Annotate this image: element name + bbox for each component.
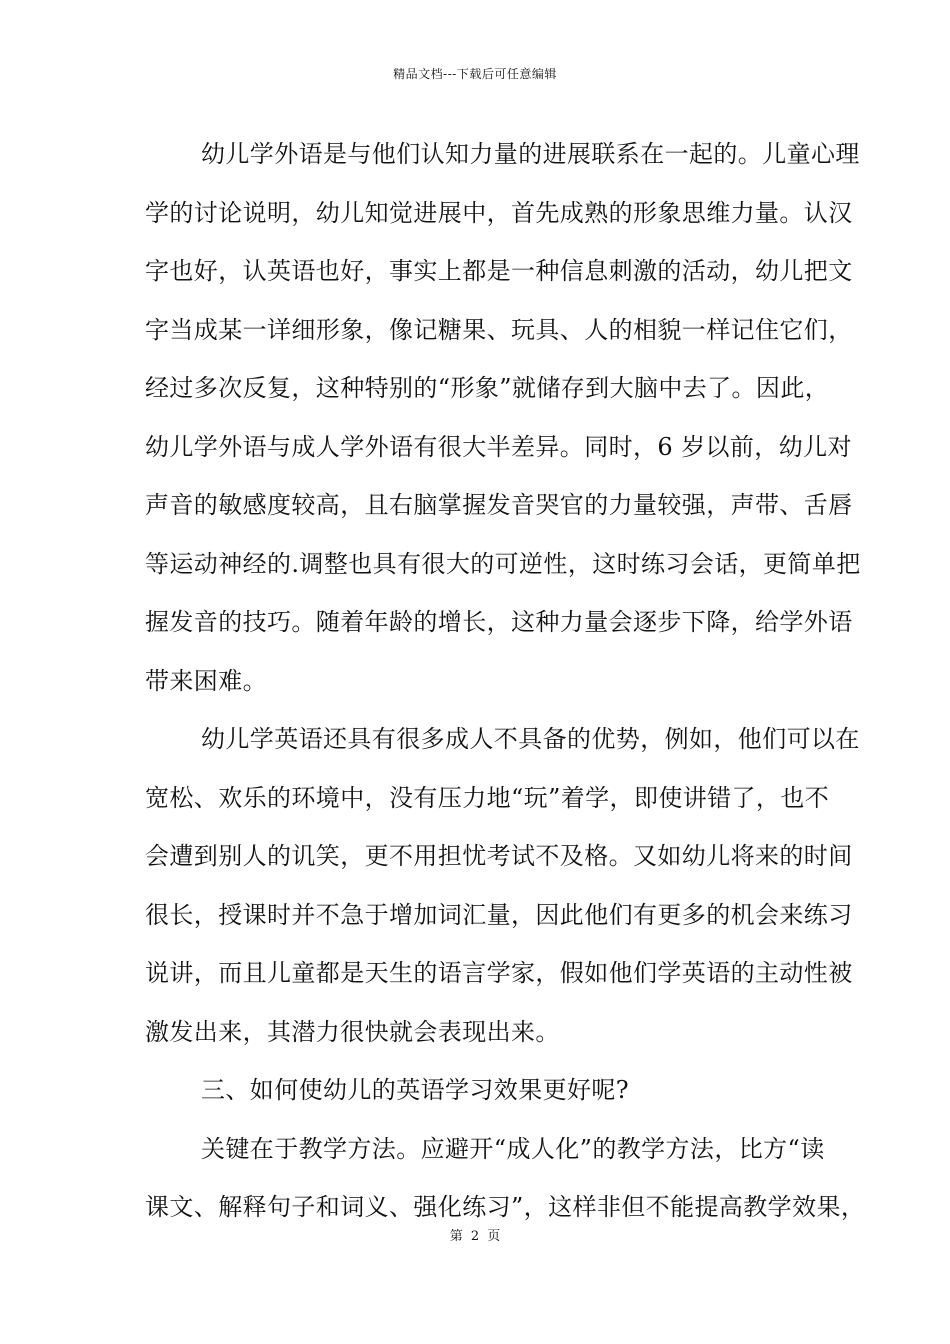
text-line: 等运动神经的.调整也具有很大的可逆性，这时练习会话，更简单把 xyxy=(145,549,861,578)
page-prefix: 第 xyxy=(449,1229,463,1244)
text-line: 学的讨论说明，幼儿知觉进展中，首先成熟的形象思维力量。认汉 xyxy=(145,198,853,227)
text-line: 幼儿学外语与成人学外语有很大半差异。同时，6 岁以前，幼儿对 xyxy=(145,432,852,461)
page-header: 精品文档---下载后可任意编辑 xyxy=(393,67,557,81)
text-line: 字也好，认英语也好，事实上都是一种信息刺激的活动，幼儿把文 xyxy=(145,257,853,285)
text-line: 激发出来，其潜力很快就会表现出来。 xyxy=(145,1017,560,1046)
text-line: 会遭到别人的讥笑，更不用担忧考试不及格。又如幼儿将来的时间 xyxy=(145,842,853,870)
text-line: 经过多次反复，这种特别的“形象”就储存到大脑中去了。因此， xyxy=(145,374,830,402)
text-line: 关键在于教学方法。应避开“成人化”的教学方法，比方“读 xyxy=(201,1134,825,1163)
text-line: 握发音的技巧。随着年龄的增长，这种力量会逐步下降，给学外语 xyxy=(145,608,853,636)
document-body xyxy=(145,136,866,1248)
section-heading: 三、如何使幼儿的英语学习效果更好呢? xyxy=(201,1076,630,1104)
page-footer xyxy=(0,1228,950,1246)
page-suffix: 页 xyxy=(487,1229,501,1244)
text-line: 宽松、欢乐的环境中，没有压力地“玩”着学，即使讲错了，也不 xyxy=(145,783,830,812)
text-line: 声音的敏感度较高，且右脑掌握发音哭官的力量较强，声带、舌唇 xyxy=(145,491,853,519)
text-line: 幼儿学英语还具有很多成人不具备的优势，例如，他们可以在 xyxy=(201,725,860,753)
text-line: 很长，授课时并不急于增加词汇量，因此他们有更多的机会来练习 xyxy=(145,900,853,929)
text-line: 说讲，而且儿童都是天生的语言学家，假如他们学英语的主动性被 xyxy=(145,959,853,987)
page-number: 2 xyxy=(470,1229,480,1244)
text-line: 课文、解释句子和词义、强化练习”，这样非但不能提高教学效果， xyxy=(145,1193,866,1221)
text-line: 带来困难。 xyxy=(145,666,267,695)
text-line: 幼儿学外语是与他们认知力量的进展联系在一起的。儿童心理 xyxy=(201,140,860,168)
text-line: 字当成某一详细形象，像记糖果、玩具、人的相貌一样记住它们， xyxy=(145,315,853,344)
